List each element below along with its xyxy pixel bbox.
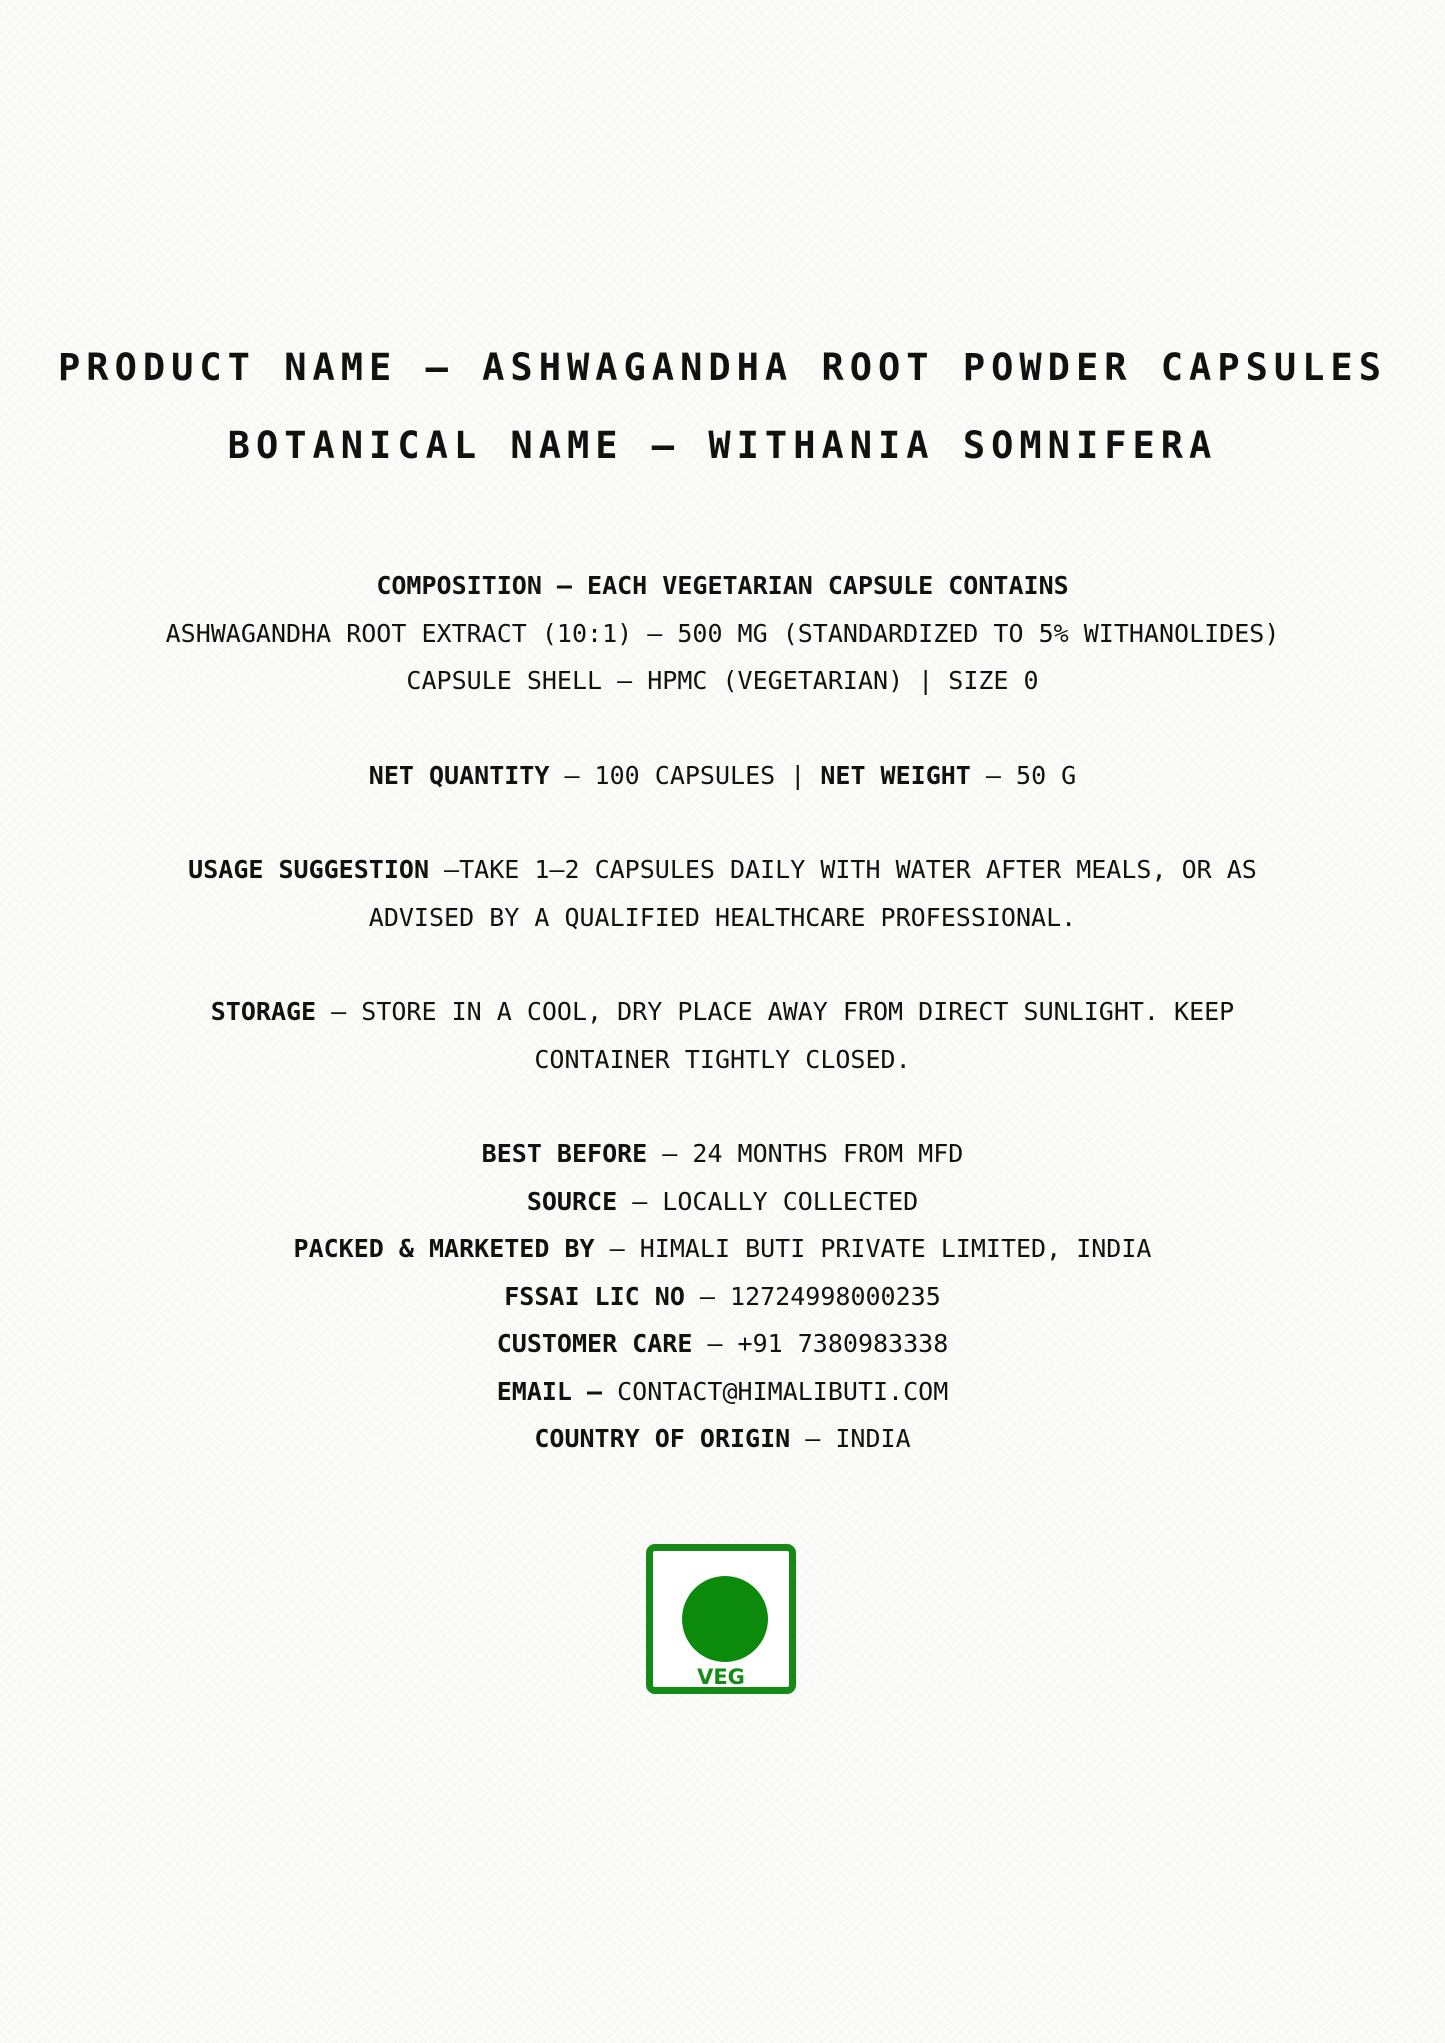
email-label: EMAIL – (496, 1376, 603, 1406)
composition-line-2: CAPSULE SHELL – HPMC (VEGETARIAN) | SIZE 0 (406, 666, 1039, 695)
customer-care-label: CUSTOMER CARE (496, 1329, 693, 1358)
net-weight-label: NET WEIGHT (820, 760, 971, 790)
country-of-origin-value: – INDIA (790, 1424, 911, 1453)
email-value: CONTACT@HIMALIBUTI.COM (602, 1376, 949, 1406)
quantity-line (0, 752, 1445, 800)
botanical-name-heading: BOTANICAL NAME – WITHANIA SOMNIFERA (227, 424, 1218, 467)
customer-care-value: – +91 7380983338 (692, 1329, 949, 1358)
spacer (0, 1083, 1445, 1130)
veg-dot-icon (682, 1576, 768, 1662)
packed-by-label: PACKED & MARKETED BY (293, 1234, 595, 1263)
veg-symbol-icon (646, 1544, 796, 1694)
email-line (0, 1368, 1445, 1416)
country-of-origin-line (0, 1415, 1445, 1463)
best-before-line (0, 1130, 1445, 1178)
best-before-label: BEST BEFORE (481, 1139, 648, 1168)
customer-care-line (0, 1320, 1445, 1368)
net-quantity-label: NET QUANTITY (368, 760, 550, 790)
spacer (0, 705, 1445, 752)
fssai-label: FSSAI LIC NO (504, 1281, 685, 1311)
packed-by-value: – HIMALI BUTI PRIVATE LIMITED, INDIA (594, 1234, 1152, 1263)
country-of-origin-label: COUNTRY OF ORIGIN (534, 1424, 791, 1453)
fssai-value: – 12724998000235 (684, 1281, 941, 1311)
composition-heading: COMPOSITION – EACH VEGETARIAN CAPSULE CONTAINS (376, 571, 1069, 600)
storage-line-1 (0, 988, 1445, 1036)
veg-label: VEG (697, 1665, 745, 1689)
label-body (0, 562, 1445, 1463)
composition-line-1: ASHWAGANDHA ROOT EXTRACT (10:1) – 500 MG (STANDARDIZED TO 5% WITHANOLIDES) (165, 618, 1280, 648)
source-line (0, 1178, 1445, 1226)
fssai-line (0, 1273, 1445, 1321)
spacer (0, 941, 1445, 988)
source-label: SOURCE (526, 1186, 618, 1216)
best-before-value: – 24 MONTHS FROM MFD (647, 1139, 964, 1168)
usage-line-2: ADVISED BY A QUALIFIED HEALTHCARE PROFESSIONAL. (368, 902, 1077, 932)
usage-value-1: –TAKE 1–2 CAPSULES DAILY WITH WATER AFTER MEALS, OR AS (429, 855, 1257, 884)
product-name-heading: PRODUCT NAME – ASHWAGANDHA ROOT POWDER CAPSULES (58, 346, 1387, 389)
usage-line-1 (0, 846, 1445, 894)
spacer (0, 799, 1445, 846)
packed-by-line (0, 1225, 1445, 1273)
storage-value-1: – STORE IN A COOL, DRY PLACE AWAY FROM DIRECT SUNLIGHT. KEEP (316, 997, 1235, 1026)
net-weight-value: – 50 G (970, 760, 1077, 790)
source-value: – LOCALLY COLLECTED (617, 1186, 919, 1216)
storage-label: STORAGE (210, 997, 317, 1026)
net-quantity-value: – 100 CAPSULES | (549, 760, 821, 790)
storage-line-2: CONTAINER TIGHTLY CLOSED. (534, 1044, 911, 1074)
usage-label: USAGE SUGGESTION (188, 855, 429, 884)
